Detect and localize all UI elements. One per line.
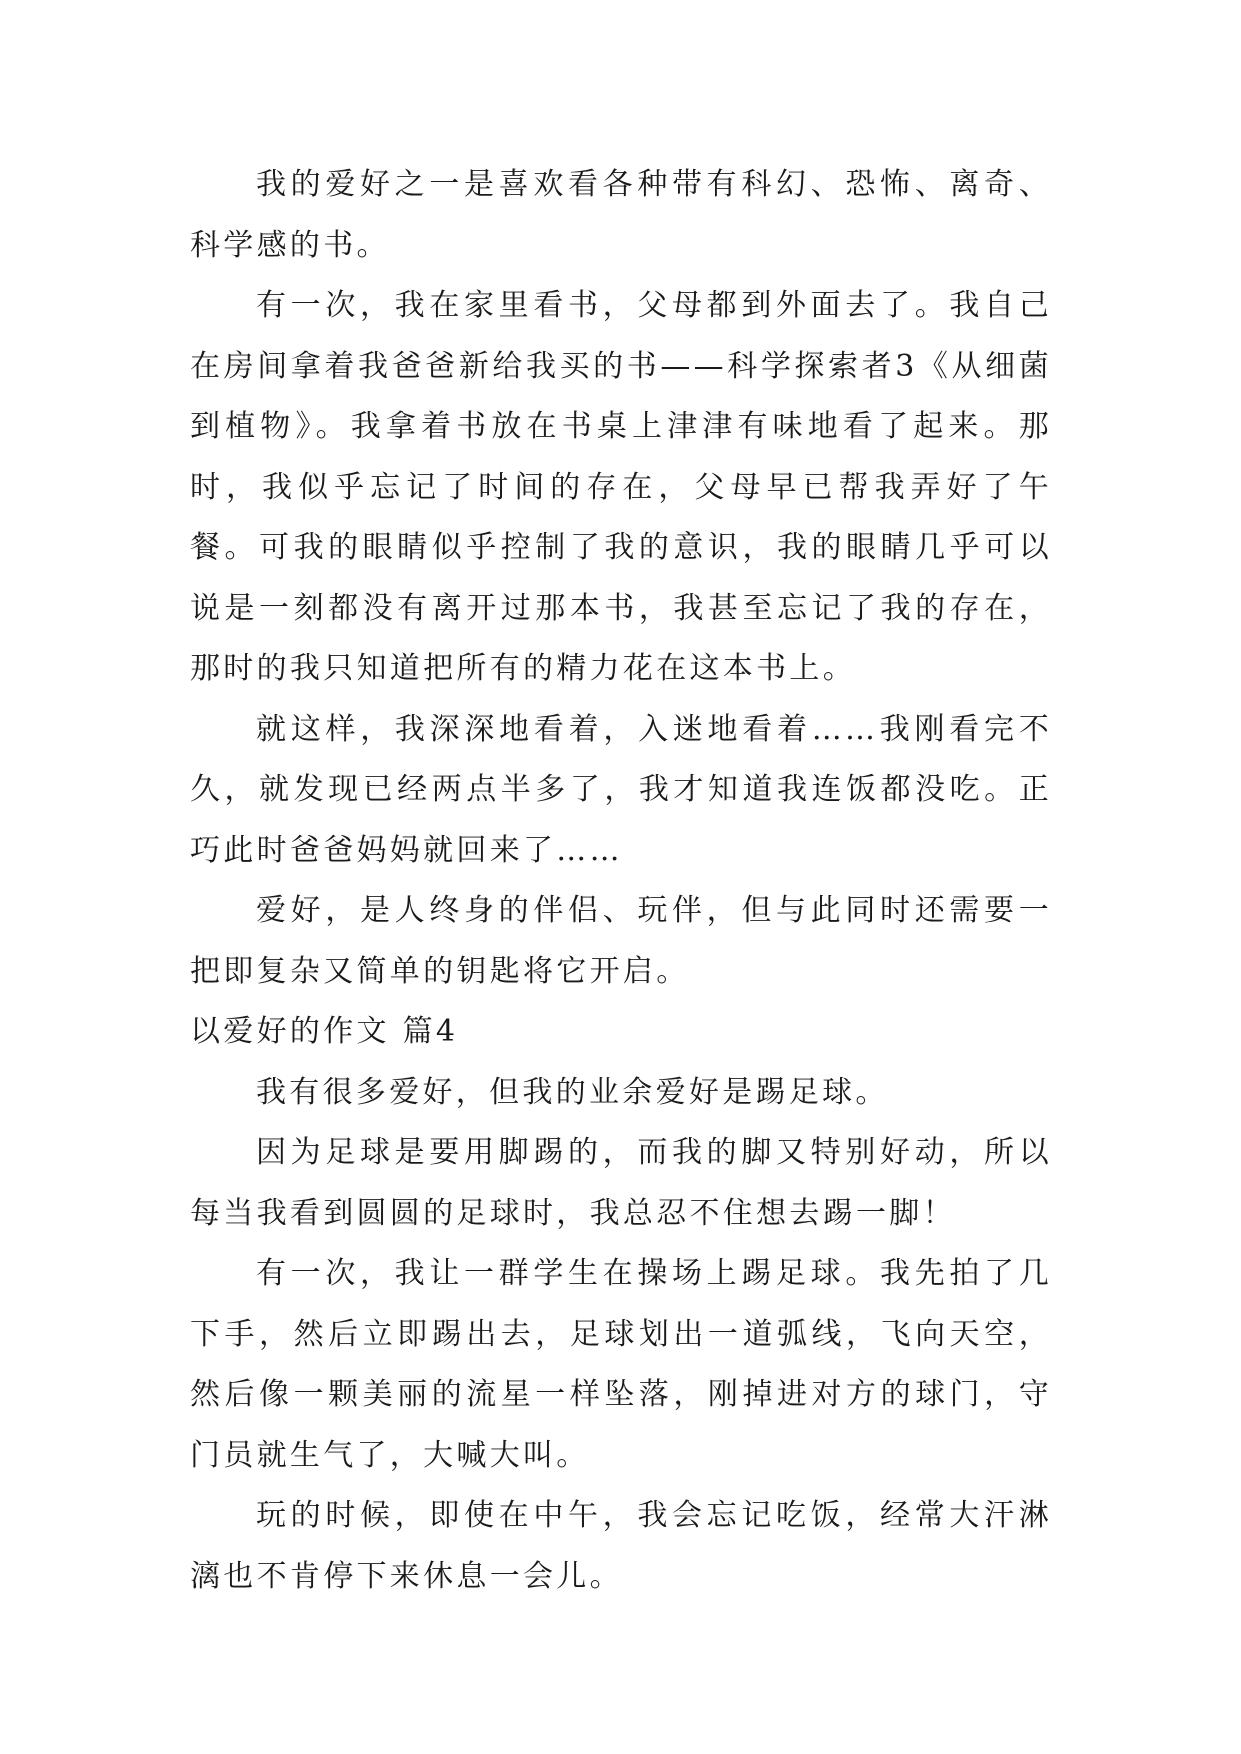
paragraph: 因为足球是要用脚踢的，而我的脚又特别好动，所以每当我看到圆圆的足球时，我总忍不住想去踢一脚！	[190, 1135, 1052, 1231]
paragraph: 我有很多爱好，但我的业余爱好是踢足球。	[256, 1074, 889, 1110]
paragraph: 爱好，是人终身的伴侣、玩伴，但与此同时还需要一把即复杂又简单的钥匙将它开启。	[190, 893, 1052, 989]
article-title: 以爱好的作文 篇4	[190, 1014, 459, 1049]
paragraph: 玩的时候，即使在中午，我会忘记吃饭，经常大汗淋漓也不肯停下来休息一会儿。	[190, 1498, 1052, 1594]
paragraph: 我的爱好之一是喜欢看各种带有科幻、恐怖、离奇、科学感的书。	[190, 167, 1052, 263]
document-body	[190, 155, 1052, 1607]
paragraph: 有一次，我让一群学生在操场上踢足球。我先拍了几下手，然后立即踢出去，足球划出一道弧线，飞向天空，然后像一颗美丽的流星一样坠落，刚掉进对方的球门，守门员就生气了，大喊大叫。	[190, 1256, 1052, 1473]
paragraph: 就这样，我深深地看着，入迷地看着……我刚看完不久，就发现已经两点半多了，我才知道我连饭都没吃。正巧此时爸爸妈妈就回来了……	[190, 711, 1052, 868]
paragraph: 有一次，我在家里看书，父母都到外面去了。我自己在房间拿着我爸爸新给我买的书——科学探索者3《从细菌到植物》。我拿着书放在书桌上津津有味地看了起来。那时，我似乎忘记了时间的存在，父母早已帮我弄好了午餐。可我的眼睛似乎控制了我的意识，我的眼睛几乎可以说是一刻都没有离开过那本书，我甚至忘记了我的存在，那时的我只知道把所有的精力花在这本书上。	[190, 288, 1052, 686]
